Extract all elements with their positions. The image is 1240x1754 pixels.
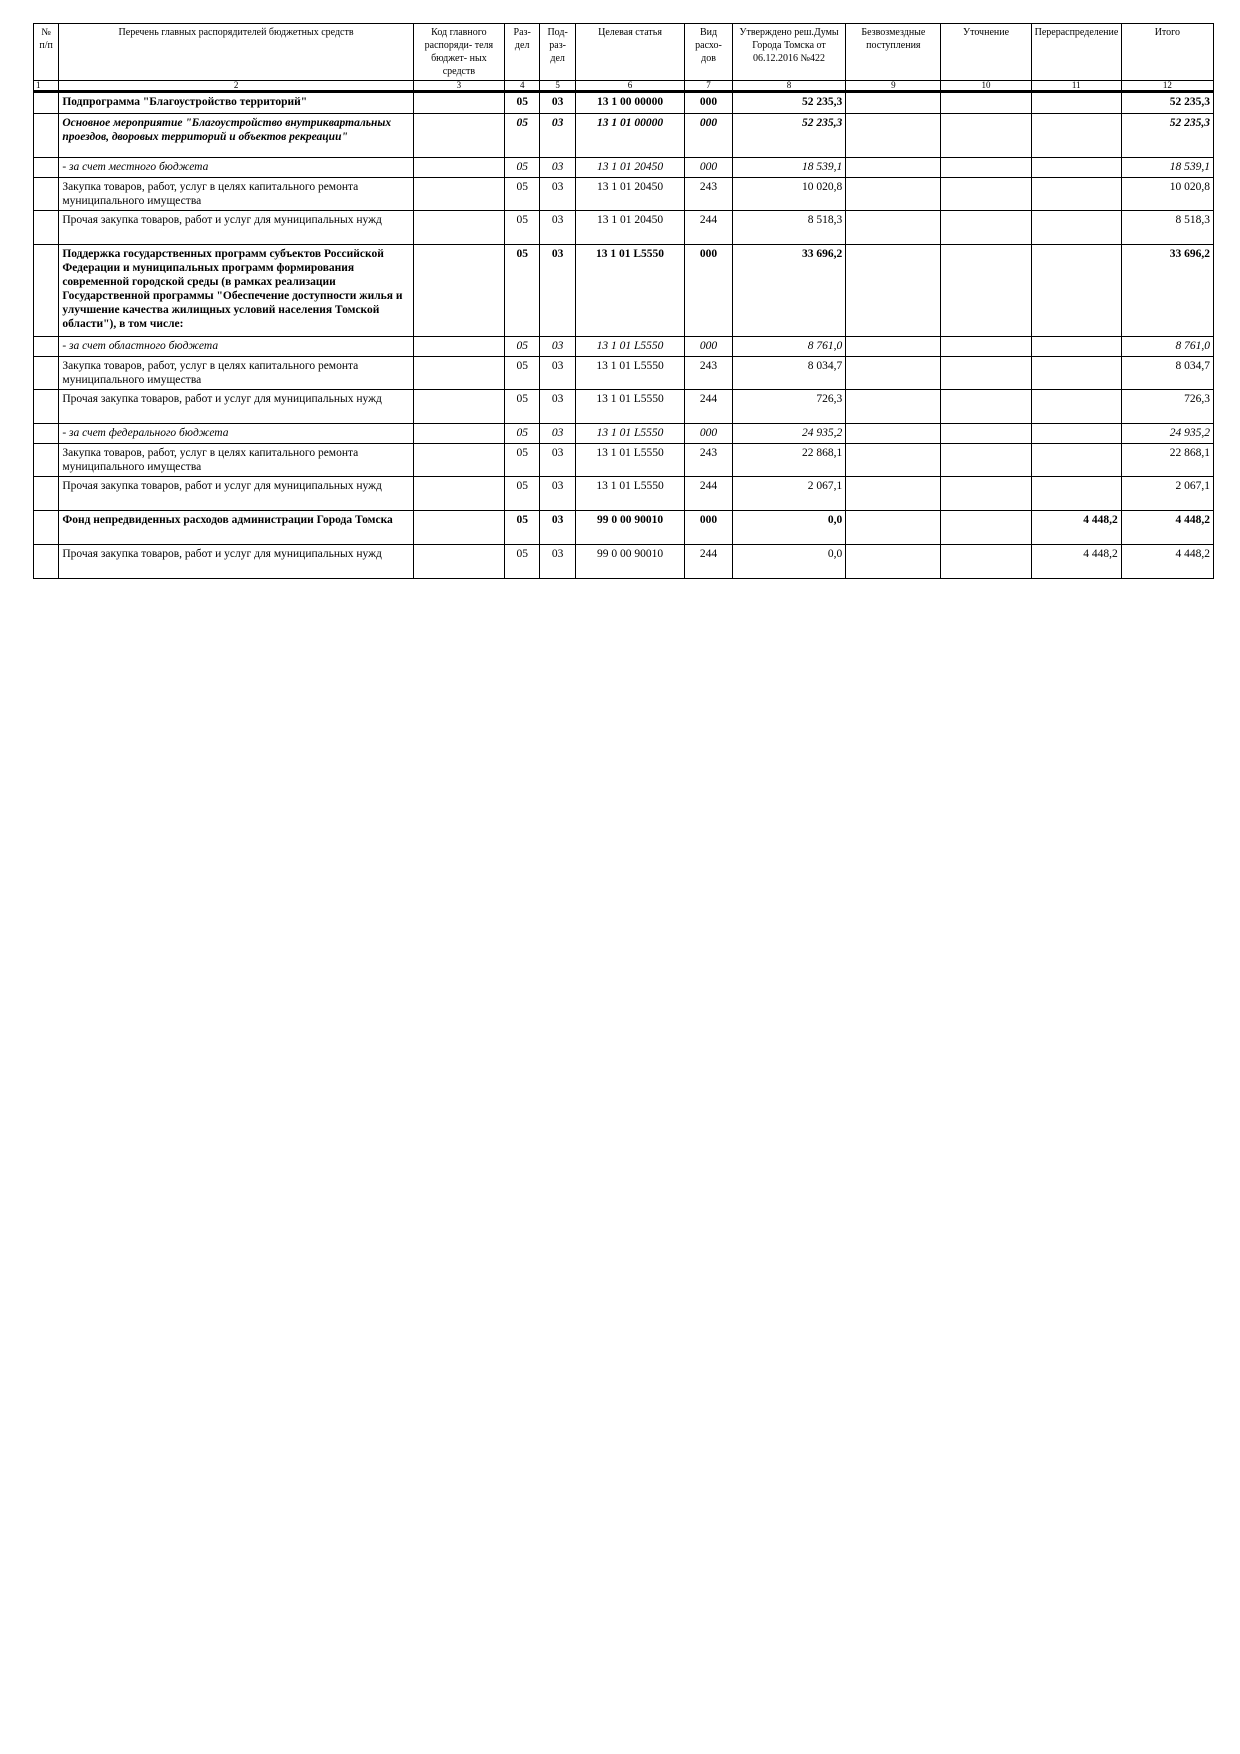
cell-utoch [941, 337, 1031, 357]
cell-bezv [846, 545, 941, 579]
cell-name: - за счет федерального бюджета [59, 424, 414, 444]
table-row [34, 424, 1214, 444]
column-number: 12 [1121, 81, 1213, 92]
cell-perer [1031, 424, 1121, 444]
cell-itog: 4 448,2 [1121, 511, 1213, 545]
cell-itog: 8 761,0 [1121, 337, 1213, 357]
cell-vr: 000 [685, 424, 733, 444]
column-number: 9 [846, 81, 941, 92]
cell-vr: 243 [685, 178, 733, 211]
cell-podrazdel: 03 [540, 158, 575, 178]
cell-utv: 8 034,7 [732, 357, 845, 390]
cell-cs: 13 1 01 20450 [575, 158, 684, 178]
column-number: 7 [685, 81, 733, 92]
cell-utoch [941, 92, 1031, 114]
cell-name: Прочая закупка товаров, работ и услуг для муниципальных нужд [59, 390, 414, 424]
cell-num [34, 444, 59, 477]
cell-perer: 4 448,2 [1031, 511, 1121, 545]
cell-podrazdel: 03 [540, 545, 575, 579]
cell-vr: 000 [685, 511, 733, 545]
cell-kod [413, 337, 504, 357]
table-row [34, 245, 1214, 337]
cell-itog: 22 868,1 [1121, 444, 1213, 477]
cell-utv: 2 067,1 [732, 477, 845, 511]
header-cell: Утверждено реш.Думы Города Томска от 06.12.2016 №422 [732, 24, 845, 81]
cell-itog: 18 539,1 [1121, 158, 1213, 178]
cell-perer [1031, 390, 1121, 424]
cell-num [34, 545, 59, 579]
cell-name: Закупка товаров, работ, услуг в целях капитального ремонта муниципального имущества [59, 357, 414, 390]
cell-utoch [941, 424, 1031, 444]
cell-kod [413, 357, 504, 390]
cell-itog: 52 235,3 [1121, 92, 1213, 114]
cell-kod [413, 158, 504, 178]
cell-name: Основное мероприятие "Благоустройство внутриквартальных проездов, дворовых территорий и объектов рекреации" [59, 114, 414, 158]
column-number: 4 [504, 81, 539, 92]
cell-kod [413, 245, 504, 337]
cell-kod [413, 178, 504, 211]
cell-utv: 0,0 [732, 545, 845, 579]
header-row [34, 24, 1214, 81]
header-cell: Безвозмездные поступления [846, 24, 941, 81]
cell-podrazdel: 03 [540, 477, 575, 511]
cell-perer [1031, 357, 1121, 390]
cell-cs: 13 1 01 L5550 [575, 477, 684, 511]
cell-cs: 99 0 00 90010 [575, 545, 684, 579]
cell-kod [413, 211, 504, 245]
cell-bezv [846, 444, 941, 477]
cell-razdel: 05 [504, 178, 539, 211]
cell-cs: 13 1 01 L5550 [575, 337, 684, 357]
table-row [34, 545, 1214, 579]
cell-perer [1031, 114, 1121, 158]
cell-vr: 000 [685, 92, 733, 114]
cell-kod [413, 545, 504, 579]
cell-utoch [941, 211, 1031, 245]
cell-itog: 4 448,2 [1121, 545, 1213, 579]
cell-itog: 8 034,7 [1121, 357, 1213, 390]
cell-num [34, 390, 59, 424]
cell-perer [1031, 444, 1121, 477]
cell-vr: 000 [685, 245, 733, 337]
cell-kod [413, 424, 504, 444]
cell-razdel: 05 [504, 92, 539, 114]
cell-name: Закупка товаров, работ, услуг в целях капитального ремонта муниципального имущества [59, 444, 414, 477]
cell-perer [1031, 477, 1121, 511]
column-number: 5 [540, 81, 575, 92]
cell-num [34, 477, 59, 511]
cell-utv: 52 235,3 [732, 114, 845, 158]
cell-cs: 13 1 01 L5550 [575, 390, 684, 424]
table-row [34, 92, 1214, 114]
header-cell: № п/п [34, 24, 59, 81]
header-cell: Под- раз- дел [540, 24, 575, 81]
cell-podrazdel: 03 [540, 211, 575, 245]
cell-podrazdel: 03 [540, 424, 575, 444]
cell-kod [413, 444, 504, 477]
cell-bezv [846, 245, 941, 337]
header-cell: Перечень главных распорядителей бюджетных средств [59, 24, 414, 81]
cell-razdel: 05 [504, 245, 539, 337]
cell-vr: 243 [685, 444, 733, 477]
cell-cs: 13 1 01 L5550 [575, 357, 684, 390]
cell-cs: 13 1 01 20450 [575, 211, 684, 245]
cell-bezv [846, 92, 941, 114]
cell-vr: 000 [685, 337, 733, 357]
cell-bezv [846, 114, 941, 158]
cell-name: Прочая закупка товаров, работ и услуг для муниципальных нужд [59, 477, 414, 511]
header-cell: Код главного распоряди- теля бюджет- ных средств [413, 24, 504, 81]
cell-podrazdel: 03 [540, 357, 575, 390]
cell-num [34, 245, 59, 337]
cell-razdel: 05 [504, 511, 539, 545]
cell-bezv [846, 477, 941, 511]
cell-utoch [941, 357, 1031, 390]
cell-kod [413, 390, 504, 424]
table-row [34, 178, 1214, 211]
cell-utv: 10 020,8 [732, 178, 845, 211]
cell-name: - за счет областного бюджета [59, 337, 414, 357]
cell-razdel: 05 [504, 211, 539, 245]
table-row [34, 511, 1214, 545]
cell-razdel: 05 [504, 390, 539, 424]
cell-utv: 33 696,2 [732, 245, 845, 337]
cell-utoch [941, 178, 1031, 211]
cell-vr: 000 [685, 158, 733, 178]
cell-cs: 99 0 00 90010 [575, 511, 684, 545]
table-row [34, 337, 1214, 357]
cell-utoch [941, 444, 1031, 477]
cell-num [34, 114, 59, 158]
cell-bezv [846, 158, 941, 178]
cell-name: Фонд непредвиденных расходов администрации Города Томска [59, 511, 414, 545]
cell-itog: 8 518,3 [1121, 211, 1213, 245]
header-cell: Перераспределение [1031, 24, 1121, 81]
cell-cs: 13 1 01 L5550 [575, 424, 684, 444]
cell-podrazdel: 03 [540, 390, 575, 424]
cell-razdel: 05 [504, 477, 539, 511]
cell-itog: 10 020,8 [1121, 178, 1213, 211]
cell-itog: 33 696,2 [1121, 245, 1213, 337]
cell-bezv [846, 424, 941, 444]
cell-num [34, 337, 59, 357]
cell-cs: 13 1 01 00000 [575, 114, 684, 158]
cell-num [34, 357, 59, 390]
cell-num [34, 178, 59, 211]
table-row [34, 444, 1214, 477]
cell-podrazdel: 03 [540, 245, 575, 337]
cell-kod [413, 92, 504, 114]
column-number: 6 [575, 81, 684, 92]
cell-razdel: 05 [504, 158, 539, 178]
cell-bezv [846, 178, 941, 211]
cell-name: Прочая закупка товаров, работ и услуг для муниципальных нужд [59, 545, 414, 579]
cell-num [34, 92, 59, 114]
cell-cs: 13 1 00 00000 [575, 92, 684, 114]
header-cell: Итого [1121, 24, 1213, 81]
cell-itog: 52 235,3 [1121, 114, 1213, 158]
cell-cs: 13 1 01 L5550 [575, 444, 684, 477]
cell-name: Подпрограмма "Благоустройство территорий" [59, 92, 414, 114]
table-body [34, 92, 1214, 579]
cell-num [34, 424, 59, 444]
cell-podrazdel: 03 [540, 114, 575, 158]
cell-kod [413, 477, 504, 511]
cell-utv: 24 935,2 [732, 424, 845, 444]
cell-num [34, 158, 59, 178]
cell-name: Закупка товаров, работ, услуг в целях капитального ремонта муниципального имущества [59, 178, 414, 211]
cell-perer [1031, 158, 1121, 178]
table-row [34, 211, 1214, 245]
column-number: 10 [941, 81, 1031, 92]
cell-podrazdel: 03 [540, 337, 575, 357]
cell-utoch [941, 477, 1031, 511]
cell-razdel: 05 [504, 424, 539, 444]
cell-podrazdel: 03 [540, 444, 575, 477]
cell-vr: 244 [685, 477, 733, 511]
header-cell: Целевая статья [575, 24, 684, 81]
cell-perer [1031, 211, 1121, 245]
budget-table [33, 23, 1214, 579]
cell-bezv [846, 337, 941, 357]
cell-perer [1031, 178, 1121, 211]
cell-vr: 243 [685, 357, 733, 390]
cell-name: Поддержка государственных программ субъектов Российской Федерации и муниципальных программ формирования современной городской среды (в рамках реализации Государственной программы "Обеспечение доступности жилья и улучшение качества жилищных условий населения Томской области"), в том числе: [59, 245, 414, 337]
cell-podrazdel: 03 [540, 511, 575, 545]
cell-name: - за счет местного бюджета [59, 158, 414, 178]
cell-utv: 52 235,3 [732, 92, 845, 114]
cell-vr: 000 [685, 114, 733, 158]
cell-itog: 2 067,1 [1121, 477, 1213, 511]
cell-name: Прочая закупка товаров, работ и услуг для муниципальных нужд [59, 211, 414, 245]
table-row [34, 477, 1214, 511]
column-number: 3 [413, 81, 504, 92]
cell-cs: 13 1 01 L5550 [575, 245, 684, 337]
cell-vr: 244 [685, 545, 733, 579]
cell-utoch [941, 511, 1031, 545]
table-row [34, 158, 1214, 178]
cell-utoch [941, 545, 1031, 579]
cell-perer [1031, 337, 1121, 357]
cell-cs: 13 1 01 20450 [575, 178, 684, 211]
cell-utoch [941, 245, 1031, 337]
cell-razdel: 05 [504, 337, 539, 357]
cell-utv: 22 868,1 [732, 444, 845, 477]
cell-itog: 726,3 [1121, 390, 1213, 424]
column-number-row [34, 81, 1214, 92]
cell-razdel: 05 [504, 357, 539, 390]
cell-perer [1031, 92, 1121, 114]
header-cell: Уточнение [941, 24, 1031, 81]
column-number: 1 [34, 81, 59, 92]
cell-utv: 0,0 [732, 511, 845, 545]
cell-utoch [941, 158, 1031, 178]
cell-razdel: 05 [504, 545, 539, 579]
cell-perer: 4 448,2 [1031, 545, 1121, 579]
cell-vr: 244 [685, 211, 733, 245]
cell-utv: 8 518,3 [732, 211, 845, 245]
column-number: 2 [59, 81, 414, 92]
cell-perer [1031, 245, 1121, 337]
column-number: 11 [1031, 81, 1121, 92]
cell-podrazdel: 03 [540, 178, 575, 211]
cell-vr: 244 [685, 390, 733, 424]
cell-utv: 18 539,1 [732, 158, 845, 178]
cell-razdel: 05 [504, 444, 539, 477]
cell-utv: 8 761,0 [732, 337, 845, 357]
cell-utoch [941, 390, 1031, 424]
cell-itog: 24 935,2 [1121, 424, 1213, 444]
cell-bezv [846, 390, 941, 424]
cell-bezv [846, 357, 941, 390]
header-cell: Вид расхо- дов [685, 24, 733, 81]
cell-num [34, 211, 59, 245]
cell-kod [413, 511, 504, 545]
header-cell: Раз- дел [504, 24, 539, 81]
cell-utoch [941, 114, 1031, 158]
cell-bezv [846, 211, 941, 245]
cell-bezv [846, 511, 941, 545]
column-number: 8 [732, 81, 845, 92]
cell-podrazdel: 03 [540, 92, 575, 114]
cell-kod [413, 114, 504, 158]
cell-razdel: 05 [504, 114, 539, 158]
cell-num [34, 511, 59, 545]
cell-utv: 726,3 [732, 390, 845, 424]
table-row [34, 357, 1214, 390]
table-row [34, 114, 1214, 158]
table-row [34, 390, 1214, 424]
